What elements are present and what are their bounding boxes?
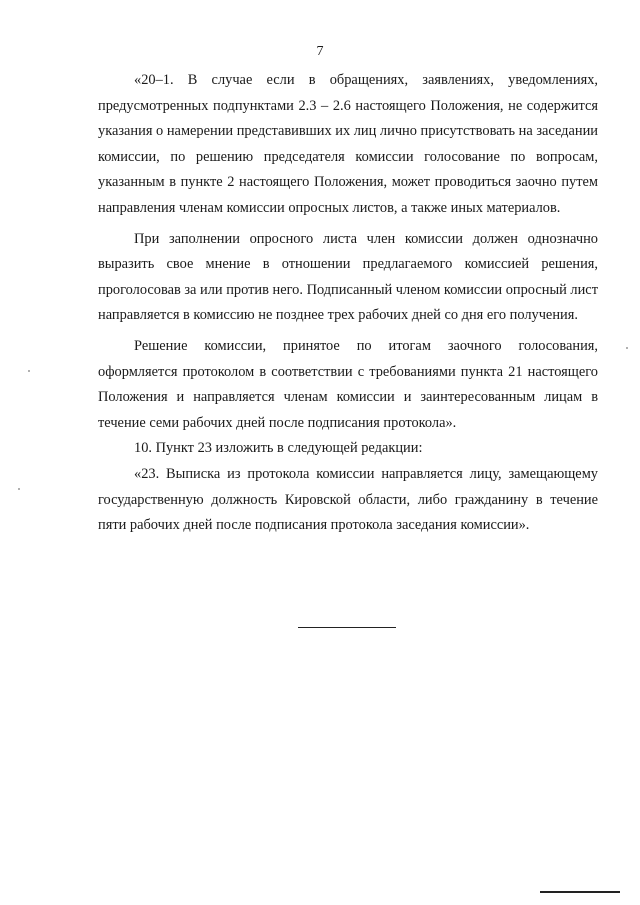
paragraph-23: «23. Выписка из протокола комиссии направляется лицу, замещающему государственную должность Кировской области, либо гражданину в течение пяти рабочих дней после подписания протокола заседания комиссии». (98, 465, 598, 534)
scan-speck (626, 347, 628, 349)
scan-speck (28, 370, 30, 372)
paragraph-survey-sheet: При заполнении опросного листа член комиссии должен однозначно выразить свое мнение в отношении предлагаемого комиссией решения, проголосовав за или против него. Подписанный членом комиссии опросный лист направляется в комиссию не позднее трех рабочих дней со дня его получения. (98, 230, 598, 324)
page-number: 7 (316, 44, 324, 59)
paragraph-20-1: «20–1. В случае если в обращениях, заявлениях, уведомлениях, предусмотренных подпунктами 2.3 – 2.6 настоящего Положения, не содержится указания о намерении представивших их лиц лично присутствовать на заседании комиссии, по решению председателя комиссии голосование по вопросам, указанным в пункте 2 настоящего Положения, может проводиться заочно путем направления членам комиссии опросных листов, а также иных материалов. (98, 72, 598, 216)
footer-line (540, 891, 620, 893)
paragraph-decision: Решение комиссии, принятое по итогам заочного голосования, оформляется протоколом в соответствии с требованиями пункта 21 настоящего Положения и направляется членам комиссии и заинтересованным лицам в течение семи рабочих дней после подписания протокола». (98, 337, 598, 431)
separator-line (298, 627, 396, 628)
document-body (98, 68, 598, 539)
scan-speck (18, 488, 20, 490)
paragraph-item-10: 10. Пункт 23 изложить в следующей редакции: (134, 440, 423, 457)
